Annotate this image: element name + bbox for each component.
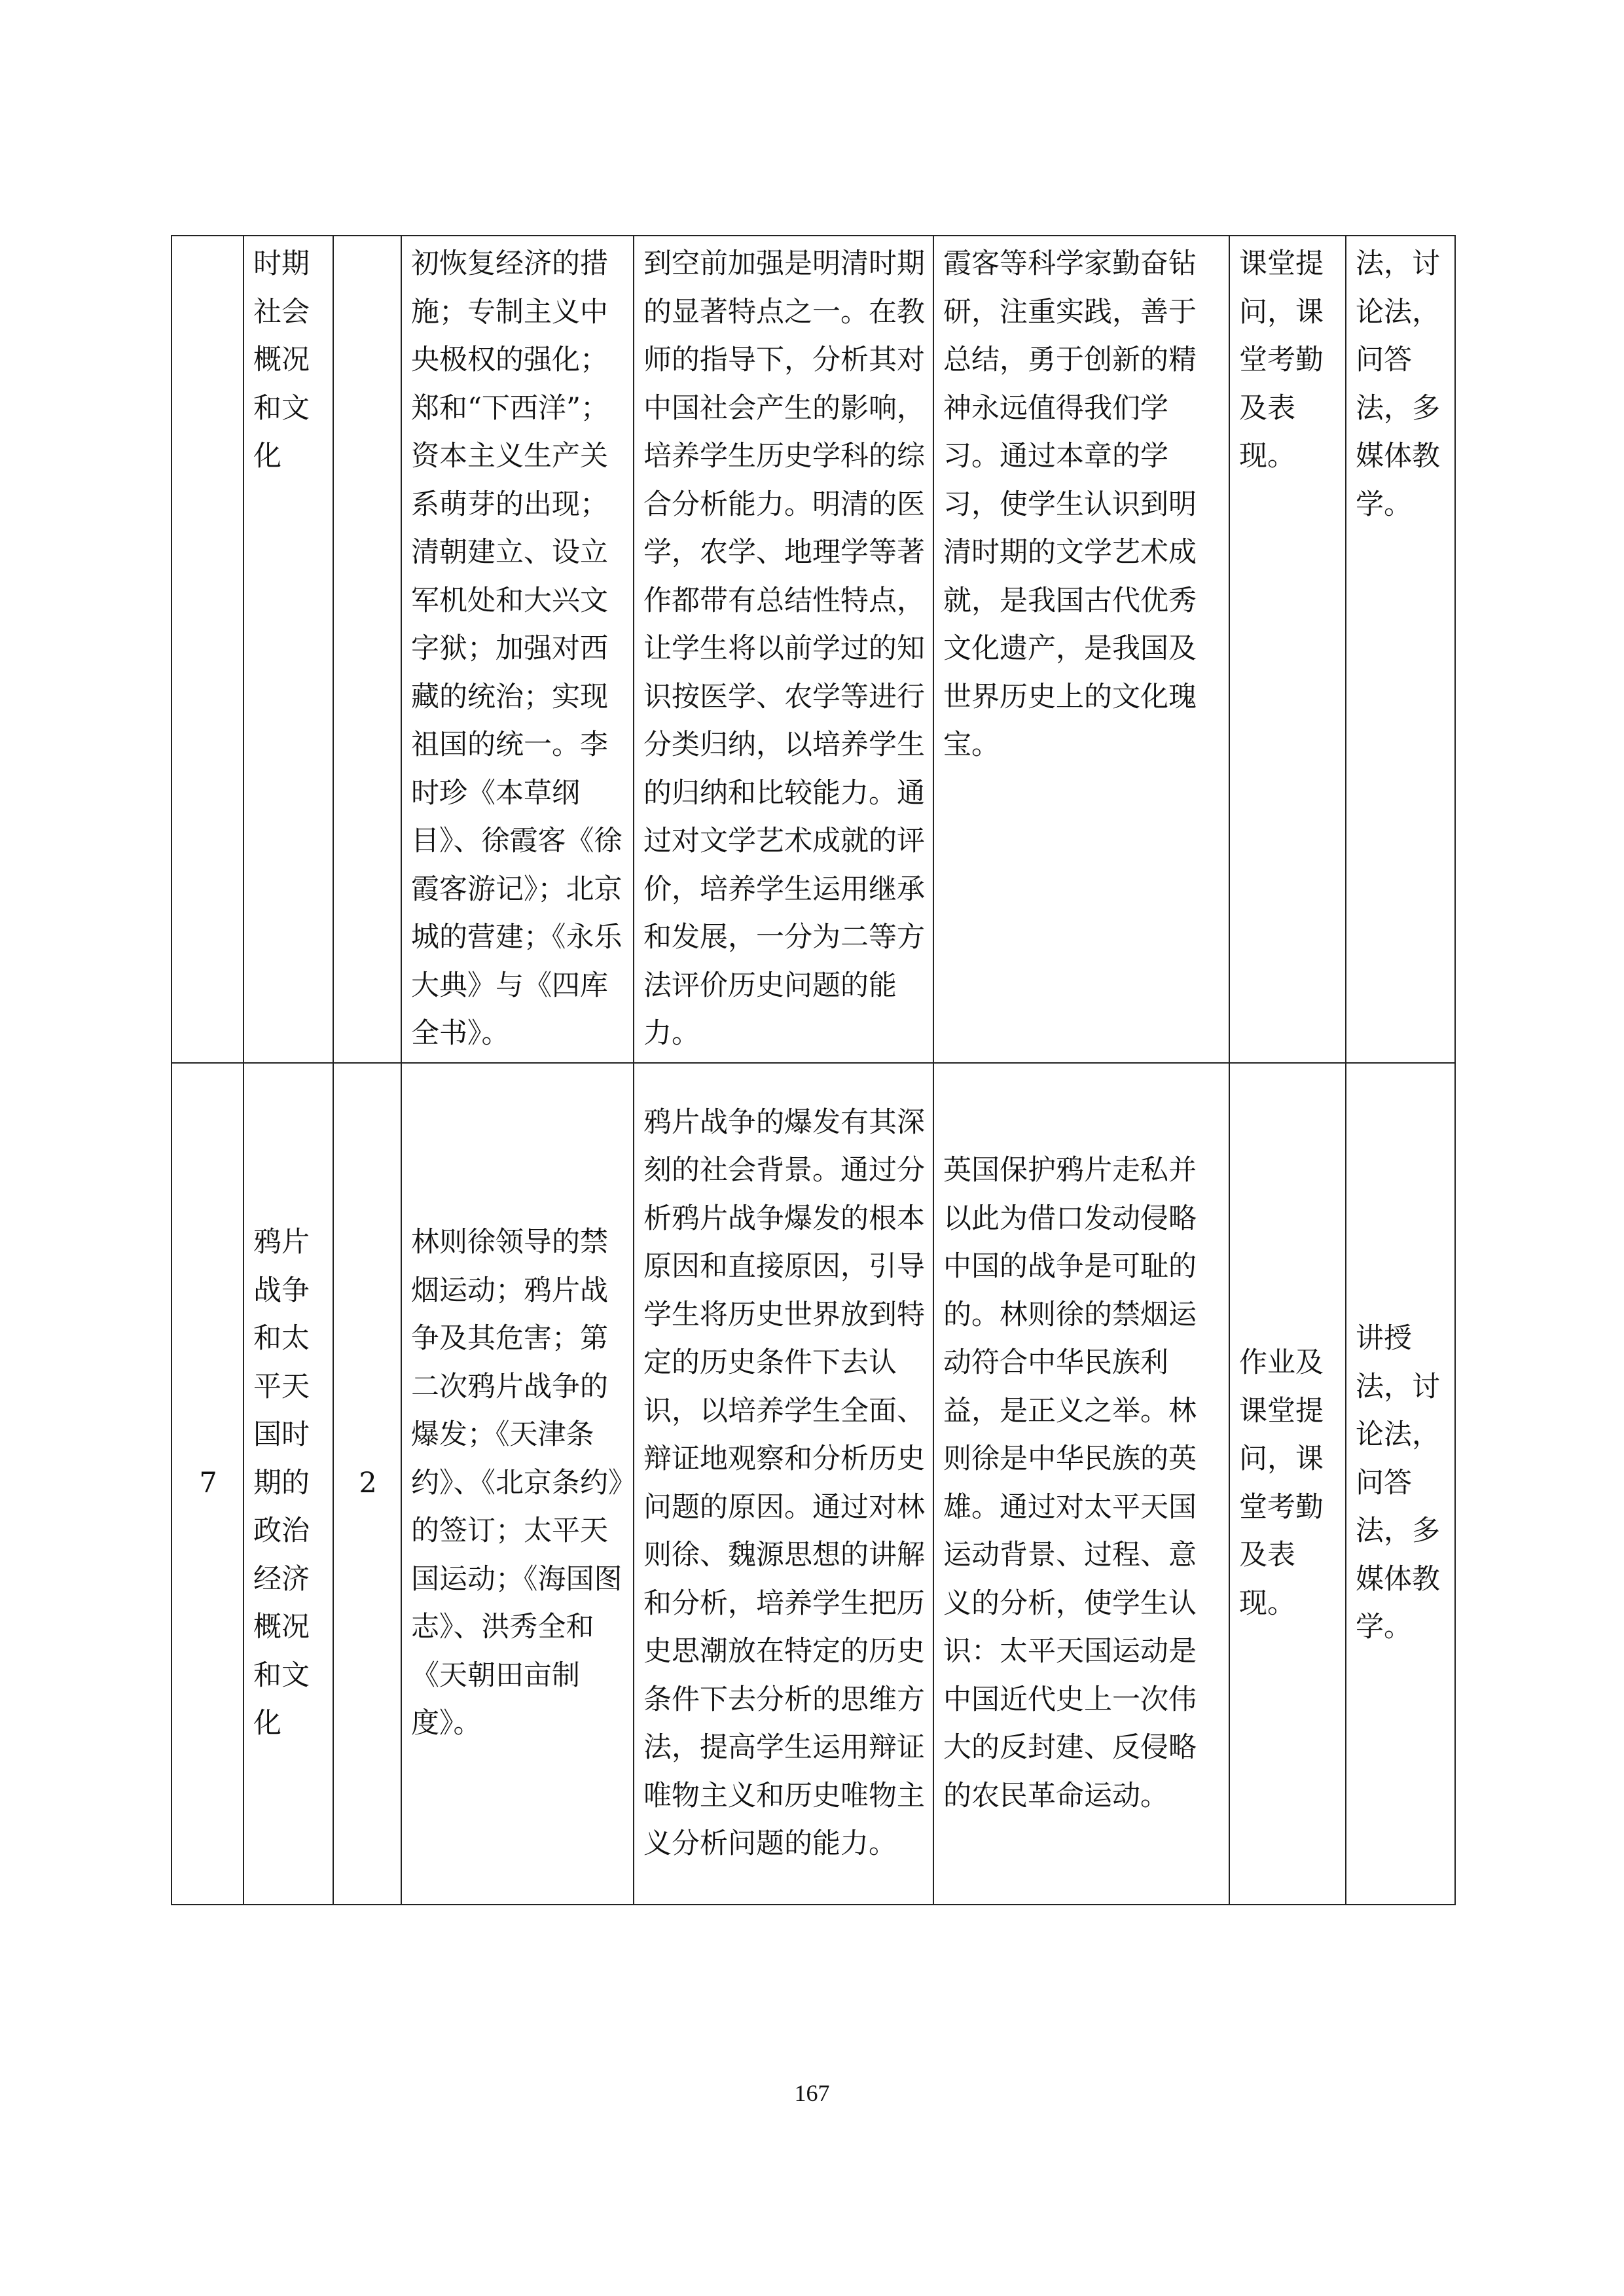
topic-cell: 鸦片 战争 和太 平天 国时 期的 政治 经济 概况 和文 化 [244,1063,333,1905]
table-row [171,236,1455,1063]
content-cell: 初恢复经济的措施；专制主义中央极权的强化；郑和“下西洋”；资本主义生产关系萌芽的出现；清朝建立、设立军机处和大兴文字狱；加强对西藏的统治；实现祖国的统一。李时珍《本草纲目》、徐霞客《徐霞客游记》；北京城的营建；《永乐大典》与《四库全书》。 [401,236,634,1063]
moral-goal-cell: 霞客等科学家勤奋钻研，注重实践，善于总结，勇于创新的精神永远值得我们学习。通过本章的学习，使学生认识到明清时期的文学艺术成就，是我国古代优秀文化遗产，是我国及世界历史上的文化瑰宝。 [933,236,1229,1063]
syllabus-table [171,235,1456,1905]
teaching-method-cell: 讲授法，讨论法，问答法，多媒体教学。 [1346,1063,1455,1905]
ability-goal-cell: 到空前加强是明清时期的显著特点之一。在教师的指导下，分析其对中国社会产生的影响，培养学生历史学科的综合分析能力。明清的医学，农学、地理学等著作都带有总结性特点，让学生将以前学过的知识按医学、农学等进行分类归纳，以培养学生的归纳和比较能力。通过对文学艺术成就的评价，培养学生运用继承和发展，一分为二等方法评价历史问题的能力。 [634,236,933,1063]
table-row [171,1063,1455,1905]
teaching-method-cell: 法，讨论法，问答法，多媒体教学。 [1346,236,1455,1063]
hours-cell: 2 [333,1063,401,1905]
ability-goal-cell: 鸦片战争的爆发有其深刻的社会背景。通过分析鸦片战争爆发的根本原因和直接原因，引导学生将历史世界放到特定的历史条件下去认识，以培养学生全面、辩证地观察和分析历史问题的原因。通过对林则徐、魏源思想的讲解和分析，培养学生把历史思潮放在特定的历史条件下去分析的思维方法，提高学生运用辩证唯物主义和历史唯物主义分析问题的能力。 [634,1063,933,1905]
topic-cell: 时期 社会 概况 和文 化 [244,236,333,1063]
assessment-cell: 课堂提问，课堂考勤及表现。 [1229,236,1346,1063]
hours-cell [333,236,401,1063]
row-number-cell: 7 [171,1063,244,1905]
moral-goal-cell: 英国保护鸦片走私并以此为借口发动侵略中国的战争是可耻的的。林则徐的禁烟运动符合中华民族利益，是正义之举。林则徐是中华民族的英雄。通过对太平天国运动背景、过程、意义的分析，使学生认识：太平天国运动是中国近代史上一次伟大的反封建、反侵略的农民革命运动。 [933,1063,1229,1905]
assessment-cell: 作业及课堂提问，课堂考勤及表现。 [1229,1063,1346,1905]
content-cell: 林则徐领导的禁烟运动；鸦片战争及其危害；第二次鸦片战争的爆发；《天津条约》、《北京条约》的签订；太平天国运动；《海国图志》、洪秀全和《天朝田亩制度》。 [401,1063,634,1905]
page-number: 167 [794,2080,830,2106]
row-number-cell [171,236,244,1063]
